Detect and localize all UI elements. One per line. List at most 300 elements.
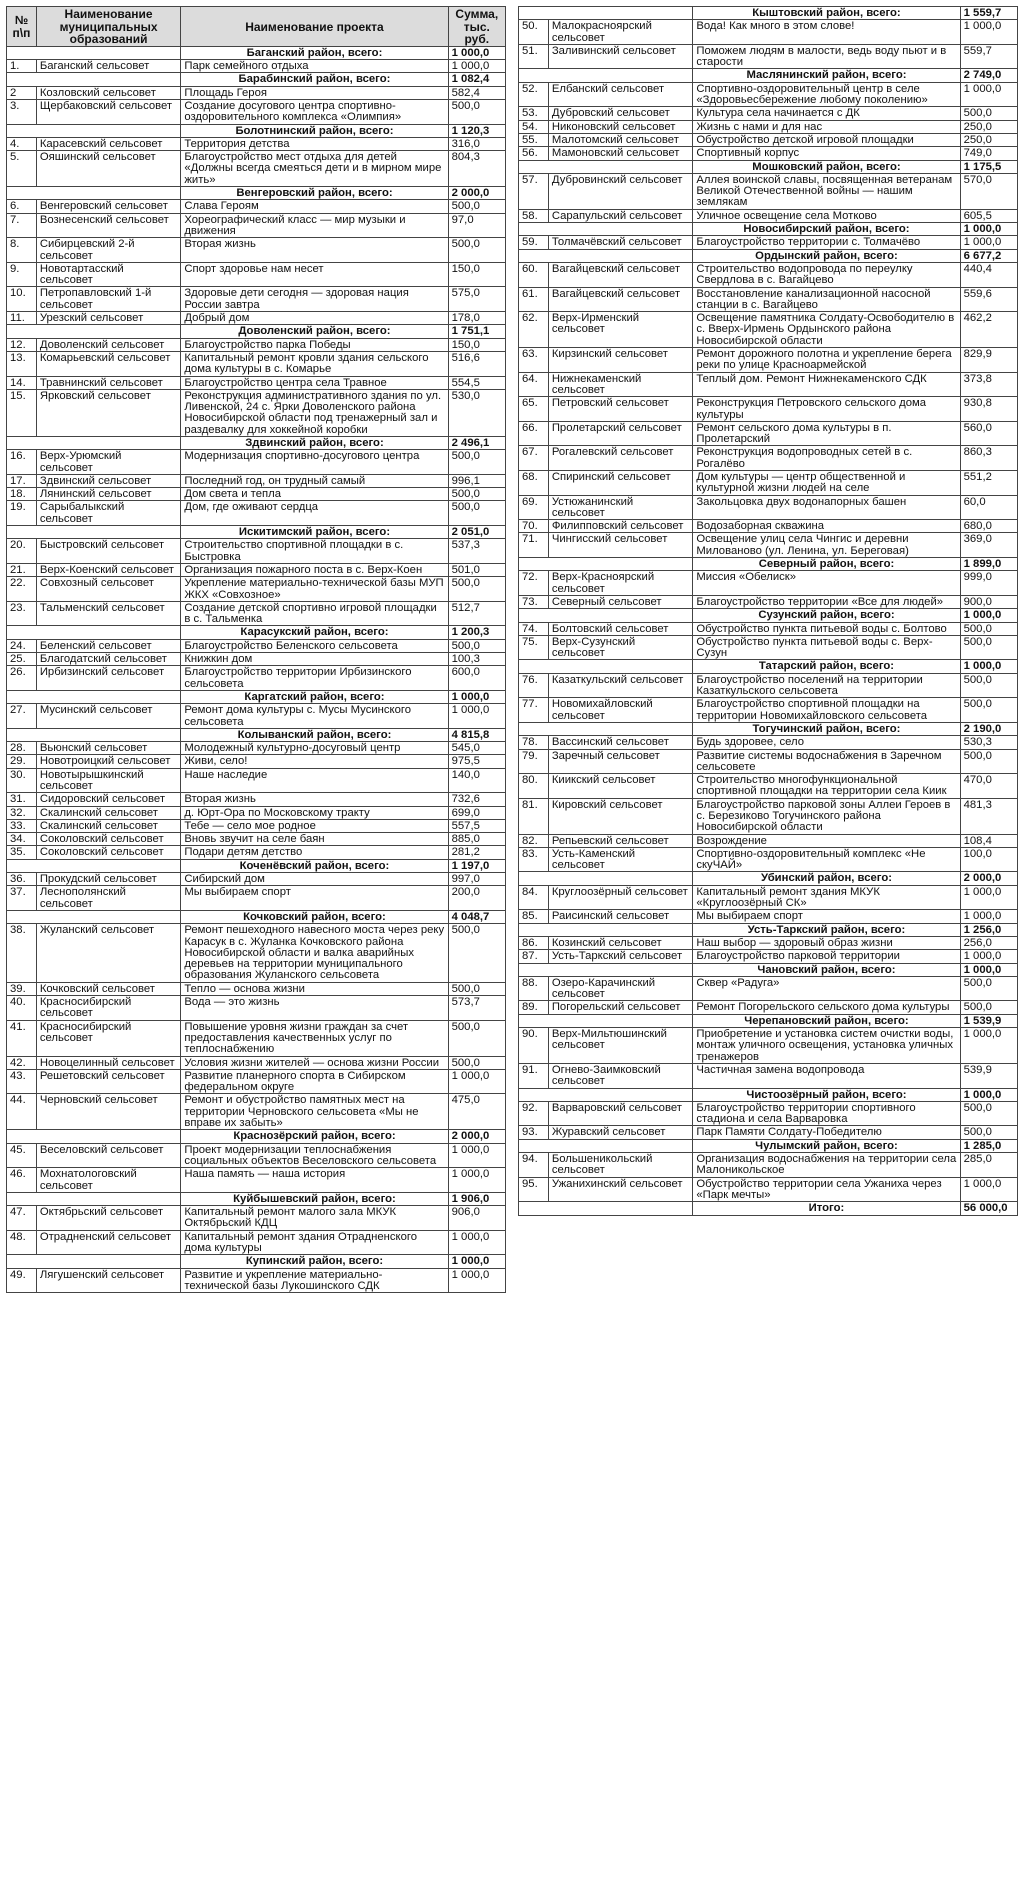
- district-sum: 2 000,0: [448, 1130, 505, 1143]
- table-row: [7, 312, 506, 325]
- project-name: Спортивно-оздоровительный центр в селе «Здоровьесбережение любому поколению»: [693, 82, 960, 107]
- district-name: Ордынский район, всего:: [693, 249, 960, 262]
- project-sum: 500,0: [960, 749, 1017, 774]
- row-number: 12.: [7, 338, 37, 351]
- project-name: Проект модернизации теплоснабжения социальных объектов Веселовского сельсовета: [181, 1143, 448, 1168]
- district-name: Болотнинский район, всего:: [181, 124, 448, 137]
- district-sum: 2 190,0: [960, 722, 1017, 735]
- project-name: Капитальный ремонт кровли здания сельского дома культуры в с. Комарье: [181, 351, 448, 376]
- table-row: [7, 833, 506, 846]
- row-number: 63.: [519, 348, 549, 373]
- project-name: Ремонт сельского дома культуры в п. Пролетарский: [693, 421, 960, 446]
- empty-cell: [7, 1130, 181, 1143]
- empty-cell: [7, 859, 181, 872]
- empty-cell: [519, 609, 693, 622]
- row-number: 9.: [7, 262, 37, 287]
- empty-cell: [519, 160, 693, 173]
- project-sum: 1 000,0: [448, 1230, 505, 1255]
- district-subtotal-row: [7, 690, 506, 703]
- table-row: [7, 1056, 506, 1069]
- district-name: Мошковский район, всего:: [693, 160, 960, 173]
- municipality-name: Усть-Каменский сельсовет: [548, 847, 693, 872]
- municipality-name: Отрадненский сельсовет: [36, 1230, 181, 1255]
- municipality-name: Доволенский сельсовет: [36, 338, 181, 351]
- district-subtotal-row: [7, 1130, 506, 1143]
- project-sum: 1 000,0: [448, 1069, 505, 1094]
- project-name: Создание детской спортивно игровой площадки в с. Тальменка: [181, 601, 448, 626]
- project-sum: 537,3: [448, 539, 505, 564]
- municipality-name: Красносибирский сельсовет: [36, 1020, 181, 1056]
- municipality-name: Никоновский сельсовет: [548, 120, 693, 133]
- row-number: 7.: [7, 213, 37, 238]
- table-row: [519, 885, 1018, 910]
- municipality-name: Октябрьский сельсовет: [36, 1206, 181, 1231]
- project-sum: 281,2: [448, 846, 505, 859]
- row-number: 83.: [519, 847, 549, 872]
- district-sum: 2 000,0: [960, 872, 1017, 885]
- district-subtotal-row: [519, 872, 1018, 885]
- district-sum: 1 000,0: [960, 660, 1017, 673]
- row-number: 88.: [519, 976, 549, 1001]
- municipality-name: Решетовский сельсовет: [36, 1069, 181, 1094]
- district-subtotal-row: [519, 7, 1018, 20]
- row-number: 69.: [519, 495, 549, 520]
- project-name: Ремонт дома культуры с. Мусы Мусинского сельсовета: [181, 704, 448, 729]
- municipality-name: Огнево-Заимковский сельсовет: [548, 1063, 693, 1088]
- row-number: 26.: [7, 666, 37, 691]
- table-row: [519, 1028, 1018, 1064]
- district-subtotal-row: [519, 249, 1018, 262]
- project-name: Организация пожарного поста в с. Верх-Коен: [181, 563, 448, 576]
- empty-cell: [519, 7, 693, 20]
- grants-table-left: [6, 6, 506, 1293]
- municipality-name: Скалинский сельсовет: [36, 819, 181, 832]
- table-row: [7, 137, 506, 150]
- row-number: 11.: [7, 312, 37, 325]
- row-number: 4.: [7, 137, 37, 150]
- district-name: Купинский район, всего:: [181, 1255, 448, 1268]
- district-sum: 1 120,3: [448, 124, 505, 137]
- row-number: 58.: [519, 209, 549, 222]
- table-row: [519, 147, 1018, 160]
- project-name: Здоровые дети сегодня — здоровая нация России завтра: [181, 287, 448, 312]
- right-table-column: [518, 6, 1018, 1216]
- district-name: Здвинский район, всего:: [181, 436, 448, 449]
- project-name: Капитальный ремонт малого зала МКУК Октябрьский КДЦ: [181, 1206, 448, 1231]
- row-number: 86.: [519, 936, 549, 949]
- district-name: Тогучинский район, всего:: [693, 722, 960, 735]
- row-number: 85.: [519, 910, 549, 923]
- table-row: [7, 846, 506, 859]
- table-row: [519, 520, 1018, 533]
- project-sum: 500,0: [448, 577, 505, 602]
- project-name: Восстановление канализационной насосной станции в с. Вагайцево: [693, 287, 960, 312]
- project-name: Обустройство территории села Ужаниха через «Парк мечты»: [693, 1177, 960, 1202]
- row-number: 40.: [7, 996, 37, 1021]
- district-subtotal-row: [519, 923, 1018, 936]
- grand-total-label: Итого:: [693, 1202, 960, 1215]
- project-sum: 605,5: [960, 209, 1017, 222]
- project-sum: 500,0: [960, 1001, 1017, 1014]
- project-name: Сквер «Радуга»: [693, 976, 960, 1001]
- project-sum: 512,7: [448, 601, 505, 626]
- project-sum: 316,0: [448, 137, 505, 150]
- row-number: 34.: [7, 833, 37, 846]
- project-name: Ремонт пешеходного навесного моста через реку Карасук в с. Жуланка Кочковского района Новосибирской области и валка аварийных деревьев на территории муниципального образования Жуланского сельсовета: [181, 924, 448, 982]
- header-sum: Сумма, тыс. руб.: [448, 7, 505, 47]
- municipality-name: Ояшинский сельсовет: [36, 151, 181, 187]
- project-name: Теплый дом. Ремонт Нижнекаменского СДК: [693, 372, 960, 397]
- municipality-name: Красносибирский сельсовет: [36, 996, 181, 1021]
- row-number: 65.: [519, 397, 549, 422]
- district-sum: 1 256,0: [960, 923, 1017, 936]
- project-sum: 501,0: [448, 563, 505, 576]
- district-name: Черепановский район, всего:: [693, 1014, 960, 1027]
- project-name: Наша память — наша история: [181, 1168, 448, 1193]
- row-number: 70.: [519, 520, 549, 533]
- municipality-name: Новотырышкинский сельсовет: [36, 768, 181, 793]
- district-name: Венгеровский район, всего:: [181, 187, 448, 200]
- project-sum: 1 000,0: [960, 910, 1017, 923]
- project-sum: 1 000,0: [960, 1028, 1017, 1064]
- table-row: [7, 639, 506, 652]
- row-number: 5.: [7, 151, 37, 187]
- row-number: 49.: [7, 1268, 37, 1293]
- row-number: 73.: [519, 595, 549, 608]
- row-number: 44.: [7, 1094, 37, 1130]
- municipality-name: Ужанихинский сельсовет: [548, 1177, 693, 1202]
- project-sum: 557,5: [448, 819, 505, 832]
- empty-cell: [519, 872, 693, 885]
- project-name: Ремонт и обустройство памятных мест на территории Черновского сельсовета «Мы не вправе их забыть»: [181, 1094, 448, 1130]
- table-row: [519, 209, 1018, 222]
- municipality-name: Вознесенский сельсовет: [36, 213, 181, 238]
- project-sum: 1 000,0: [960, 885, 1017, 910]
- row-number: 59.: [519, 236, 549, 249]
- municipality-name: Ирбизинский сельсовет: [36, 666, 181, 691]
- project-sum: 500,0: [960, 1101, 1017, 1126]
- project-sum: 500,0: [960, 673, 1017, 698]
- project-name: Спортивно-оздоровительный комплекс «Не скуЧАЙ»: [693, 847, 960, 872]
- row-number: 55.: [519, 133, 549, 146]
- district-sum: 4 815,8: [448, 728, 505, 741]
- table-row: [519, 1001, 1018, 1014]
- empty-cell: [7, 73, 181, 86]
- row-number: 41.: [7, 1020, 37, 1056]
- project-name: Приобретение и установка систем очистки воды, монтаж уличного освещения, установка уличных тренажеров: [693, 1028, 960, 1064]
- project-sum: 200,0: [448, 886, 505, 911]
- district-subtotal-row: [7, 626, 506, 639]
- project-sum: 150,0: [448, 262, 505, 287]
- municipality-name: Раисинский сельсовет: [548, 910, 693, 923]
- project-name: Сибирский дом: [181, 873, 448, 886]
- table-row: [7, 338, 506, 351]
- project-name: Ремонт Погорельского сельского дома культуры: [693, 1001, 960, 1014]
- municipality-name: Верх-Мильтюшинский сельсовет: [548, 1028, 693, 1064]
- project-name: Организация водоснабжения на территории села Малоникольское: [693, 1153, 960, 1178]
- project-name: Книжкин дом: [181, 653, 448, 666]
- municipality-name: Заречный сельсовет: [548, 749, 693, 774]
- project-sum: 470,0: [960, 774, 1017, 799]
- row-number: 52.: [519, 82, 549, 107]
- table-row: [519, 82, 1018, 107]
- project-name: Будь здоровее, село: [693, 736, 960, 749]
- table-row: [7, 742, 506, 755]
- project-name: Слава Героям: [181, 200, 448, 213]
- municipality-name: Лягушенский сельсовет: [36, 1268, 181, 1293]
- row-number: 23.: [7, 601, 37, 626]
- table-row: [519, 495, 1018, 520]
- row-number: 87.: [519, 950, 549, 963]
- row-number: 36.: [7, 873, 37, 886]
- project-name: Обустройство детской игровой площадки: [693, 133, 960, 146]
- project-sum: 530,0: [448, 389, 505, 436]
- project-sum: 250,0: [960, 120, 1017, 133]
- empty-cell: [7, 690, 181, 703]
- project-name: Развитие системы водоснабжения в Заречном сельсовете: [693, 749, 960, 774]
- table-row: [519, 120, 1018, 133]
- district-sum: 2 051,0: [448, 526, 505, 539]
- district-subtotal-row: [7, 187, 506, 200]
- district-name: Кыштовский район, всего:: [693, 7, 960, 20]
- project-sum: 885,0: [448, 833, 505, 846]
- header-municipality: Наименование муниципальных образований: [36, 7, 181, 47]
- row-number: 2: [7, 86, 37, 99]
- project-name: Молодежный культурно-досуговый центр: [181, 742, 448, 755]
- table-row: [519, 910, 1018, 923]
- table-row: [519, 976, 1018, 1001]
- project-name: Укрепление материально-технической базы МУП ЖКХ «Совхозное»: [181, 577, 448, 602]
- municipality-name: Новотроицкий сельсовет: [36, 755, 181, 768]
- left-table-column: [6, 6, 506, 1293]
- municipality-name: Дубровский сельсовет: [548, 107, 693, 120]
- project-name: Культура села начинается с ДК: [693, 107, 960, 120]
- municipality-name: Баганский сельсовет: [36, 60, 181, 73]
- municipality-name: Ярковский сельсовет: [36, 389, 181, 436]
- project-sum: 369,0: [960, 533, 1017, 558]
- project-name: Уличное освещение села Мотково: [693, 209, 960, 222]
- project-sum: 539,9: [960, 1063, 1017, 1088]
- district-subtotal-row: [7, 1255, 506, 1268]
- project-name: Наш выбор — здоровый образ жизни: [693, 936, 960, 949]
- project-name: Благоустройство территории с. Толмачёво: [693, 236, 960, 249]
- row-number: 31.: [7, 793, 37, 806]
- project-sum: 600,0: [448, 666, 505, 691]
- municipality-name: Скалинский сельсовет: [36, 806, 181, 819]
- municipality-name: Мусинский сельсовет: [36, 704, 181, 729]
- project-sum: 1 000,0: [448, 1168, 505, 1193]
- project-sum: 573,7: [448, 996, 505, 1021]
- table-row: [7, 86, 506, 99]
- row-number: 24.: [7, 639, 37, 652]
- table-row: [7, 262, 506, 287]
- table-row: [519, 749, 1018, 774]
- empty-cell: [7, 46, 181, 59]
- project-sum: 1 000,0: [960, 82, 1017, 107]
- district-name: Убинский район, всего:: [693, 872, 960, 885]
- project-sum: 500,0: [448, 488, 505, 501]
- row-number: 62.: [519, 312, 549, 348]
- project-name: Создание досугового центра спортивно-оздоровительного комплекса «Олимпия»: [181, 99, 448, 124]
- project-name: Территория детства: [181, 137, 448, 150]
- row-number: 92.: [519, 1101, 549, 1126]
- table-row: [519, 1126, 1018, 1139]
- row-number: 1.: [7, 60, 37, 73]
- header-num: № п\п: [7, 7, 37, 47]
- project-sum: 500,0: [448, 639, 505, 652]
- project-sum: 97,0: [448, 213, 505, 238]
- table-row: [519, 20, 1018, 45]
- table-row: [519, 1101, 1018, 1126]
- project-name: Тепло — основа жизни: [181, 982, 448, 995]
- district-subtotal-row: [519, 1139, 1018, 1152]
- project-sum: 100,3: [448, 653, 505, 666]
- project-sum: 475,0: [448, 1094, 505, 1130]
- municipality-name: Елбанский сельсовет: [548, 82, 693, 107]
- municipality-name: Комарьевский сельсовет: [36, 351, 181, 376]
- project-name: Частичная замена водопровода: [693, 1063, 960, 1088]
- project-sum: 1 000,0: [960, 950, 1017, 963]
- project-name: Парк семейного отдыха: [181, 60, 448, 73]
- district-name: Кочковский район, всего:: [181, 910, 448, 923]
- project-name: Вторая жизнь: [181, 238, 448, 263]
- district-sum: 1 175,5: [960, 160, 1017, 173]
- header-project: Наименование проекта: [181, 7, 448, 47]
- district-subtotal-row: [7, 728, 506, 741]
- municipality-name: Озеро-Карачинский сельсовет: [548, 976, 693, 1001]
- row-number: 68.: [519, 470, 549, 495]
- table-row: [519, 1063, 1018, 1088]
- project-name: Строительство многофункциональной спортивной площадки на территории села Киик: [693, 774, 960, 799]
- row-number: 42.: [7, 1056, 37, 1069]
- empty-cell: [7, 124, 181, 137]
- table-row: [519, 622, 1018, 635]
- project-sum: 570,0: [960, 173, 1017, 209]
- district-subtotal-row: [7, 124, 506, 137]
- project-name: Условия жизни жителей — основа жизни России: [181, 1056, 448, 1069]
- municipality-name: Вассинский сельсовет: [548, 736, 693, 749]
- row-number: 76.: [519, 673, 549, 698]
- table-row: [519, 44, 1018, 69]
- row-number: 64.: [519, 372, 549, 397]
- table-row: [7, 99, 506, 124]
- municipality-name: Вагайцевский сельсовет: [548, 262, 693, 287]
- district-sum: 1 197,0: [448, 859, 505, 872]
- table-row: [7, 501, 506, 526]
- municipality-name: Киикский сельсовет: [548, 774, 693, 799]
- row-number: 8.: [7, 238, 37, 263]
- municipality-name: Кирзинский сельсовет: [548, 348, 693, 373]
- row-number: 78.: [519, 736, 549, 749]
- district-sum: 1 000,0: [960, 963, 1017, 976]
- municipality-name: Толмачёвский сельсовет: [548, 236, 693, 249]
- district-subtotal-row: [7, 436, 506, 449]
- project-sum: 582,4: [448, 86, 505, 99]
- municipality-name: Петровский сельсовет: [548, 397, 693, 422]
- project-sum: 500,0: [448, 1020, 505, 1056]
- project-sum: 500,0: [960, 622, 1017, 635]
- municipality-name: Жуланский сельсовет: [36, 924, 181, 982]
- project-sum: 256,0: [960, 936, 1017, 949]
- table-row: [519, 847, 1018, 872]
- district-sum: 1 751,1: [448, 325, 505, 338]
- district-name: Карасукский район, всего:: [181, 626, 448, 639]
- table-row: [519, 421, 1018, 446]
- project-name: Повышение уровня жизни граждан за счет предоставления качественных услуг по теплоснабжению: [181, 1020, 448, 1056]
- empty-cell: [519, 1202, 693, 1215]
- row-number: 29.: [7, 755, 37, 768]
- project-name: Благоустройство территории спортивного стадиона и села Варваровка: [693, 1101, 960, 1126]
- district-sum: 2 000,0: [448, 187, 505, 200]
- empty-cell: [519, 1088, 693, 1101]
- row-number: 6.: [7, 200, 37, 213]
- project-sum: 500,0: [960, 976, 1017, 1001]
- row-number: 25.: [7, 653, 37, 666]
- project-name: Благоустройство парка Победы: [181, 338, 448, 351]
- municipality-name: Малотомский сельсовет: [548, 133, 693, 146]
- project-name: Наше наследие: [181, 768, 448, 793]
- project-sum: 732,6: [448, 793, 505, 806]
- table-row: [7, 793, 506, 806]
- municipality-name: Болтовский сельсовет: [548, 622, 693, 635]
- district-sum: 1 000,0: [960, 1088, 1017, 1101]
- table-row: [7, 886, 506, 911]
- table-row: [7, 1094, 506, 1130]
- district-subtotal-row: [519, 69, 1018, 82]
- district-subtotal-row: [519, 660, 1018, 673]
- row-number: 74.: [519, 622, 549, 635]
- row-number: 22.: [7, 577, 37, 602]
- municipality-name: Пролетарский сельсовет: [548, 421, 693, 446]
- project-name: Дом света и тепла: [181, 488, 448, 501]
- project-name: Благоустройство спортивной площадки на территории Новомихайловского сельсовета: [693, 698, 960, 723]
- project-sum: 250,0: [960, 133, 1017, 146]
- municipality-name: Большеникольский сельсовет: [548, 1153, 693, 1178]
- table-row: [7, 213, 506, 238]
- district-subtotal-row: [519, 963, 1018, 976]
- project-sum: 500,0: [448, 982, 505, 995]
- row-number: 28.: [7, 742, 37, 755]
- project-name: Парк Памяти Солдату-Победителю: [693, 1126, 960, 1139]
- district-subtotal-row: [7, 73, 506, 86]
- project-sum: 860,3: [960, 446, 1017, 471]
- project-name: Водозаборная скважина: [693, 520, 960, 533]
- table-row: [7, 488, 506, 501]
- municipality-name: Лянинский сельсовет: [36, 488, 181, 501]
- project-sum: 975,5: [448, 755, 505, 768]
- district-name: Новосибирский район, всего:: [693, 223, 960, 236]
- row-number: 17.: [7, 474, 37, 487]
- row-number: 13.: [7, 351, 37, 376]
- municipality-name: Варваровский сельсовет: [548, 1101, 693, 1126]
- table-row: [7, 982, 506, 995]
- district-name: Чулымский район, всего:: [693, 1139, 960, 1152]
- empty-cell: [519, 722, 693, 735]
- row-number: 71.: [519, 533, 549, 558]
- project-sum: 545,0: [448, 742, 505, 755]
- row-number: 20.: [7, 539, 37, 564]
- table-row: [7, 351, 506, 376]
- project-name: Вновь звучит на селе баян: [181, 833, 448, 846]
- table-row: [7, 376, 506, 389]
- district-name: Чановский район, всего:: [693, 963, 960, 976]
- row-number: 54.: [519, 120, 549, 133]
- district-subtotal-row: [7, 859, 506, 872]
- empty-cell: [7, 526, 181, 539]
- project-name: Подари детям детство: [181, 846, 448, 859]
- row-number: 16.: [7, 450, 37, 475]
- project-sum: 530,3: [960, 736, 1017, 749]
